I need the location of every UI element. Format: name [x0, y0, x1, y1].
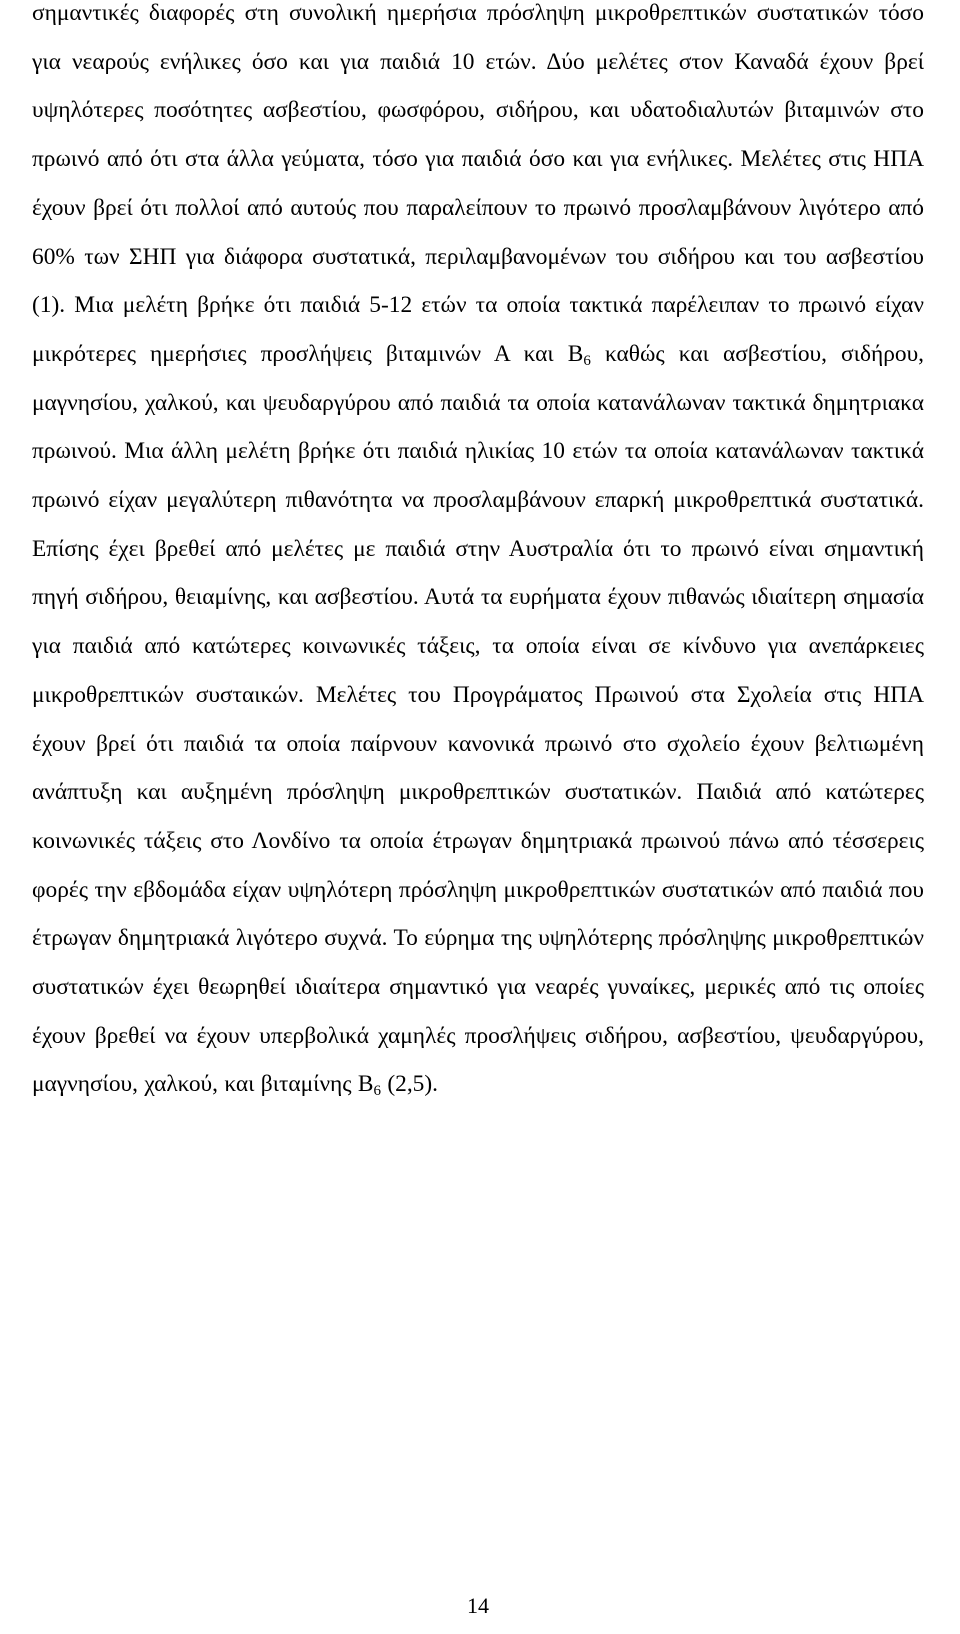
- subscript-6: 6: [373, 1083, 381, 1100]
- body-paragraph: [32, 0, 924, 1109]
- document-page: [32, 0, 924, 1634]
- page-number: 14: [467, 1593, 489, 1618]
- paragraph-text-part-2: καθώς και ασβεστίου, σιδήρου, μαγνησίου, χαλκού, και ψευδαργύρου από παιδιά τα οποία κατανάλωναν τακτικά δημητριακα πρωινού. Μια άλλη μελέτη βρήκε ότι παιδιά ηλικίας 10 ετών τα οποία κατανάλωναν τακτικά πρωινό είχαν μεγαλύτερη πιθανότητα να προσλαμβάνουν επαρκή μικροθρεπτικά συστατικά. Επίσης έχει βρεθεί από μελέτες με παιδιά στην Αυστραλία ότι το πρωινό είναι σημαντική πηγή σιδήρου, θειαμίνης, και ασβεστίου. Αυτά τα ευρήματα έχουν πιθανώς ιδιαίτερη σημασία για παιδιά από κατώτερες κοινωνικές τάξεις, τα οποία είναι σε κίνδυνο για ανεπάρκειες μικροθρεπτικών συσταικών. Μελέτες του Προγράματος Πρωινού στα Σχολεία στις ΗΠΑ έχουν βρεί ότι παιδιά τα οποία παίρνουν κανονικά πρωινό στο σχολείο έχουν βελτιωμένη ανάπτυξη και αυξημένη πρόσληψη μικροθρεπτικών συστατικών. Παιδιά από κατώτερες κοινωνικές τάξεις στο Λονδίνο τα οποία έτρωγαν δημητριακά πρωινού πάνω από τέσσερεις φορές την εβδομάδα είχαν υψηλότερη πρόσληψη μικροθρεπτικών συστατικών από παιδιά που έτρωγαν δημητριακά λιγότερο συχνά. Το εύρημα της υψηλότερης πρόσληψης μικροθρεπτικών συστατικών έχει θεωρηθεί ιδιαίτερα σημαντικό για νεαρές γυναίκες, μερικές από τις οποίες έχουν βρεθεί να έχουν υπερβολικά χαμηλές προσλήψεις σιδήρου, ασβεστίου, ψευδαργύρου, μαγνησίου, χαλκού, και βιταμίνης Β: [32, 340, 925, 1098]
- paragraph-text-part-1: σημαντικές διαφορές στη συνολική ημερήσια πρόσληψη μικροθρεπτικών συστατικών τόσο για νεαρούς ενήλικες όσο και για παιδιά 10 ετών. Δύο μελέτες στον Καναδά έχουν βρεί υψηλότερες ποσότητες ασβεστίου, φωσφόρου, σιδήρου, και υδατοδιαλυτών βιταμινών στο πρωινό από ότι στα άλλα γεύματα, τόσο για παιδιά όσο και για ενήλικες. Μελέτες στις ΗΠΑ έχουν βρεί ότι πολλοί από αυτούς που παραλείπουν το πρωινό προσλαμβάνουν λιγότερο από 60% των ΣΗΠ για διάφορα συστατικά, περιλαμβανομένων του σιδήρου και του ασβεστίου (1). Μια μελέτη βρήκε ότι παιδιά 5-12 ετών τα οποία τακτικά παρέλειπαν το πρωινό είχαν μικρότερες ημερήσιες προσλήψεις βιταμινών Α και Β: [32, 0, 924, 367]
- paragraph-text-part-3: (2,5).: [381, 1071, 439, 1098]
- subscript-6: 6: [583, 352, 591, 369]
